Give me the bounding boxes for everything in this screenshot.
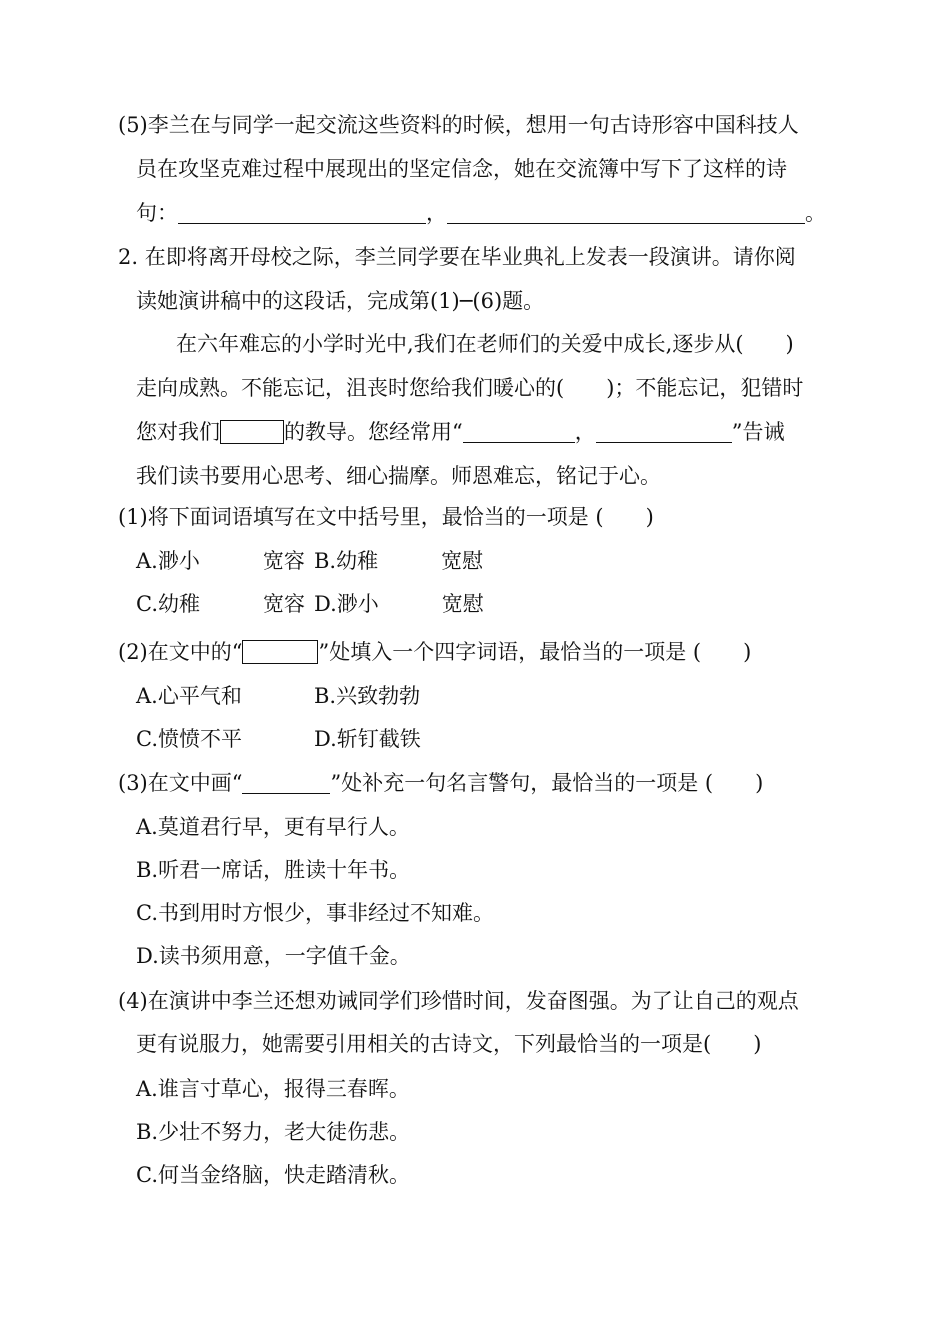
passage-text-b: 的教导。您经常用“ [284,420,463,444]
quote-blank-1[interactable] [463,420,575,443]
sub1-option-d[interactable]: D.渺小 宽慰 [314,592,484,616]
sub1-option-a[interactable]: A.渺小 宽容 [136,549,305,573]
sub2-box-blank [242,640,318,664]
q5-line-3 [136,198,826,228]
sub1-stem: (1)将下面词语填写在文中括号里，最恰当的一项是 ( ) [118,505,654,529]
sub3-underline-blank [242,771,330,794]
passage-text-c: ， [574,420,596,444]
sub2-stem [118,637,751,667]
sub4-line-2: 更有说服力，她需要引用相关的古诗文，下列最恰当的一项是( ) [136,1032,762,1056]
passage-line-4: 我们读书要用心思考、细心揣摩。师恩难忘，铭记于心。 [136,464,661,488]
sub2-option-b[interactable]: B.兴致勃勃 [314,684,421,708]
sub4-option-c[interactable]: C.何当金络脑，快走踏清秋。 [136,1163,410,1187]
sub4-option-b[interactable]: B.少壮不努力，老大徒伤悲。 [136,1120,411,1144]
sub1-option-b[interactable]: B.幼稚 宽慰 [314,549,484,573]
q5-prefix: 句： [136,201,178,225]
sub2-option-a[interactable]: A.心平气和 [136,684,242,708]
sub2-stem-a: (2)在文中的“ [118,640,243,664]
sub2-option-d[interactable]: D.斩钉截铁 [314,727,421,751]
sub3-option-c[interactable]: C.书到用时方恨少，事非经过不知难。 [136,901,494,925]
poem-blank-1[interactable] [178,201,426,224]
sub3-stem-b: ”处补充一句名言警句，最恰当的一项是 ( ) [330,771,764,795]
sub2-option-c[interactable]: C.愤愤不平 [136,727,242,751]
sub3-option-b[interactable]: B.听君一席话，胜读十年书。 [136,858,411,882]
quote-blank-2[interactable] [596,420,732,443]
q2-line-2: 读她演讲稿中的这段话，完成第(1)─(6)题。 [136,289,545,313]
passage-text-d: ”告诫 [731,420,785,444]
passage-line-2: 走向成熟。不能忘记，沮丧时您给我们暖心的( )；不能忘记，犯错时 [136,376,804,400]
passage-box-blank[interactable] [220,420,284,444]
q2-line-1: 2. 在即将离开母校之际，李兰同学要在毕业典礼上发表一段演讲。请你阅 [118,245,796,269]
sub4-line-1: (4)在演讲中李兰还想劝诫同学们珍惜时间，发奋图强。为了让自己的观点 [118,989,799,1013]
sub3-option-d[interactable]: D.读书须用意，一字值千金。 [136,944,411,968]
sub2-stem-b: ”处填入一个四字词语，最恰当的一项是 ( ) [318,640,752,664]
passage-text-a: 您对我们 [136,420,220,444]
sub4-option-a[interactable]: A.谁言寸草心，报得三春晖。 [136,1077,410,1101]
q5-end: 。 [805,201,826,225]
q5-line-2: 员在攻坚克难过程中展现出的坚定信念，她在交流簿中写下了这样的诗 [136,157,787,181]
q5-line-1: (5)李兰在与同学一起交流这些资料的时候，想用一句古诗形容中国科技人 [118,113,799,137]
poem-blank-2[interactable] [447,201,805,224]
passage-line-3 [136,417,785,447]
sub3-stem [118,768,763,798]
q5-separator: ， [426,201,447,225]
sub3-option-a[interactable]: A.莫道君行早，更有早行人。 [136,815,410,839]
sub1-option-c[interactable]: C.幼稚 宽容 [136,592,305,616]
passage-line-1: 在六年难忘的小学时光中,我们在老师们的关爱中成长,逐步从( ) [176,332,794,356]
sub3-stem-a: (3)在文中画“ [118,771,243,795]
